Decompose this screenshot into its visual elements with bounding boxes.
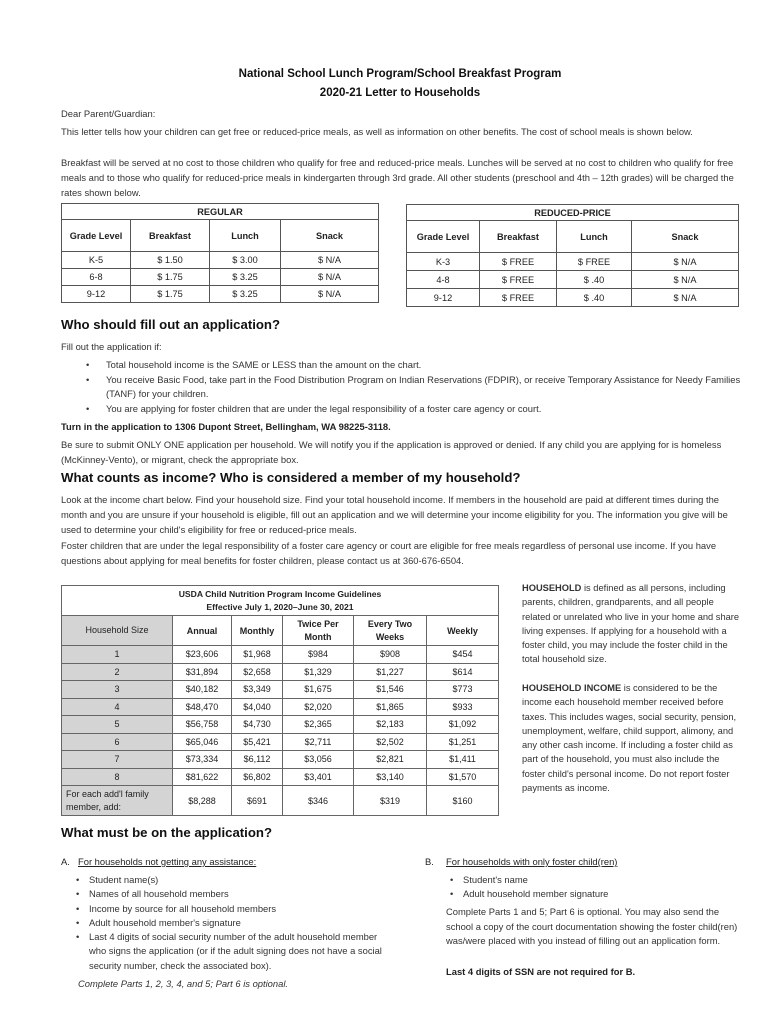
intro-paragraph-2: Breakfast will be served at no cost to those children who qualify for free and reduced-price meals. Lunches will be served at no cost to children who qualify for free meals and to those who qualify for reduced-price meals in kindergarten through 3rd grade. All other students (preschool and 4th – 12th grades) will be charged the rates shown below. <box>61 157 734 198</box>
table-row <box>407 289 739 307</box>
table-cell: $2,821 <box>354 751 427 769</box>
table-cell: 3 <box>62 681 173 699</box>
household-definition: HOUSEHOLD is defined as all persons, including parents, children, grandparents, and all people related or unrelated who live in your home and share living expenses. If applying for a household with a foster child, you may include the foster child in the total household size. <box>522 583 740 665</box>
table-row <box>62 733 499 751</box>
table-cell: $3,401 <box>283 768 354 786</box>
table-cell: $1,675 <box>283 681 354 699</box>
table-cell: $31,894 <box>173 663 232 681</box>
table-row <box>62 716 499 734</box>
column-header: Breakfast <box>480 221 557 253</box>
table-row <box>62 786 499 816</box>
table-cell: $23,606 <box>173 646 232 664</box>
table-cell: $319 <box>354 786 427 816</box>
section-heading-application: What must be on the application? <box>61 825 272 840</box>
income-paragraph-2: Foster children that are under the legal responsibility of a foster care agency or court are eligible for free meals regardless of personal use income. If you have questions about applying for meal benefits for foster children, please contact us at 360-676-6504. <box>61 540 717 566</box>
table-cell: $3,140 <box>354 768 427 786</box>
table-cell: $773 <box>427 681 499 699</box>
list-item: • Income by source for all household members <box>76 902 388 916</box>
household-income-definition: HOUSEHOLD INCOME is considered to be the income each household member received before taxes. This includes wages, social security, pension, unemployment, welfare, child support, alimony, and any other cash income. If including a foster child as part of the household, you must also include the foster child's personal income. Do not report foster payments as income. <box>522 683 737 794</box>
table-cell: $4,040 <box>232 698 283 716</box>
column-header: Grade Level <box>62 220 131 252</box>
table-cell: $1,570 <box>427 768 499 786</box>
section-a-footer: Complete Parts 1, 2, 3, 4, and 5; Part 6 is optional. <box>78 978 289 989</box>
table-cell: $984 <box>283 646 354 664</box>
table-row <box>62 646 499 664</box>
table-cell: $ 1.75 <box>131 286 210 303</box>
household-term: HOUSEHOLD <box>522 583 582 593</box>
list-item: • Total household income is the SAME or LESS than the amount on the chart. <box>61 358 741 373</box>
table-cell: $65,046 <box>173 733 232 751</box>
table-cell: $ N/A <box>281 252 379 269</box>
section-b-footer: Last 4 digits of SSN are not required for B. <box>446 966 636 977</box>
column-header: Breakfast <box>131 220 210 252</box>
section-b-marker: B. <box>425 856 434 867</box>
table-cell: $73,334 <box>173 751 232 769</box>
table-row <box>62 768 499 786</box>
list-item: • Names of all household members <box>76 887 388 901</box>
bullet-icon: • <box>76 902 80 914</box>
column-header: Snack <box>632 221 739 253</box>
table-row <box>62 663 499 681</box>
table-cell: $ .40 <box>557 289 632 307</box>
table-cell: $1,329 <box>283 663 354 681</box>
table-cell: K-5 <box>62 252 131 269</box>
table-cell: 7 <box>62 751 173 769</box>
bullet-icon: • <box>86 373 90 385</box>
table-cell: $3,056 <box>283 751 354 769</box>
table-cell: $ N/A <box>281 286 379 303</box>
bullet-icon: • <box>76 874 80 885</box>
column-header: Weekly <box>427 616 499 646</box>
column-header: Twice Per Month <box>283 616 354 646</box>
column-header: Grade Level <box>407 221 480 253</box>
bullet-icon: • <box>450 874 454 885</box>
section-b-paragraph: Complete Parts 1 and 5; Part 6 is optional. You may also send the school a copy of the court documentation showing the foster child(ren) was/were placed with you instead of filling out an application form. <box>446 906 738 946</box>
submission-note: Be sure to submit ONLY ONE application per household. We will notify you if the application is approved or denied. If any child you are applying for is homeless (McKinney-Vento), or migrant, check the appropriate box. <box>61 439 722 465</box>
table-cell: $5,421 <box>232 733 283 751</box>
table-cell: $ .40 <box>557 271 632 289</box>
table-cell: $1,227 <box>354 663 427 681</box>
page-subtitle: 2020-21 Letter to Households <box>319 87 481 99</box>
table-cell: $614 <box>427 663 499 681</box>
table-row <box>62 698 499 716</box>
table-cell: 4-8 <box>407 271 480 289</box>
table-cell: $1,968 <box>232 646 283 664</box>
table-cell: $ N/A <box>632 253 739 271</box>
table-cell: 9-12 <box>407 289 480 307</box>
table-cell: $ FREE <box>557 253 632 271</box>
table-cell: $ 3.00 <box>210 252 281 269</box>
table-cell: $ 3.25 <box>210 269 281 286</box>
table-cell: For each add'l family member, add: <box>62 786 173 816</box>
table-cell: K-3 <box>407 253 480 271</box>
table-cell: $3,349 <box>232 681 283 699</box>
table-cell: 1 <box>62 646 173 664</box>
column-header: Monthly <box>232 616 283 646</box>
who-lead: Fill out the application if: <box>61 341 162 352</box>
table-cell: $ FREE <box>480 271 557 289</box>
table-row <box>62 751 499 769</box>
intro-paragraph-1: This letter tells how your children can get free or reduced-price meals, as well as information on other benefits. The cost of school meals is shown below. <box>61 126 693 137</box>
table-cell: $ FREE <box>480 253 557 271</box>
table-cell: $2,365 <box>283 716 354 734</box>
table-cell: 4 <box>62 698 173 716</box>
table-cell: $691 <box>232 786 283 816</box>
list-item: • Student name(s) <box>76 873 388 887</box>
section-a-bullet-list <box>76 873 388 973</box>
table-cell: $1,092 <box>427 716 499 734</box>
bullet-icon: • <box>76 916 80 928</box>
section-a-marker: A. <box>61 856 70 867</box>
table-cell: 2 <box>62 663 173 681</box>
table-row <box>407 271 739 289</box>
bullet-icon: • <box>86 402 90 414</box>
table-cell: $ N/A <box>632 289 739 307</box>
table-row <box>62 286 379 303</box>
table-cell: $1,251 <box>427 733 499 751</box>
table-cell: $454 <box>427 646 499 664</box>
table-cell: $6,802 <box>232 768 283 786</box>
bullet-icon: • <box>76 931 80 943</box>
table-cell: $160 <box>427 786 499 816</box>
table-cell: $ N/A <box>281 269 379 286</box>
section-b-title: For households with only foster child(ren) <box>446 856 618 867</box>
table-cell: $ 3.25 <box>210 286 281 303</box>
regular-price-table <box>61 203 379 303</box>
table-cell: $56,758 <box>173 716 232 734</box>
income-table-title: USDA Child Nutrition Program Income Guidelines Effective July 1, 2020–June 30, 2021 <box>62 586 499 616</box>
reduced-price-table <box>406 204 739 307</box>
table-cell: $346 <box>283 786 354 816</box>
table-cell: $933 <box>427 698 499 716</box>
section-b-bullet-list <box>450 873 740 902</box>
page-title: National School Lunch Program/School Breakfast Program <box>238 68 562 80</box>
table-cell: $1,546 <box>354 681 427 699</box>
table-cell: $2,183 <box>354 716 427 734</box>
table-cell: $ FREE <box>480 289 557 307</box>
list-item: • You receive Basic Food, take part in the Food Distribution Program on Indian Reservations (FDPIR), or receive Temporary Assistance for Needy Families (TANF) for your children. <box>86 373 741 399</box>
section-heading-who: Who should fill out an application? <box>61 317 281 332</box>
income-guidelines-table <box>61 585 499 816</box>
table-cell: 5 <box>62 716 173 734</box>
table-cell: $48,470 <box>173 698 232 716</box>
column-header: Annual <box>173 616 232 646</box>
table-cell: $2,502 <box>354 733 427 751</box>
table-cell: $2,711 <box>283 733 354 751</box>
table-cell: $2,658 <box>232 663 283 681</box>
table-row <box>407 253 739 271</box>
regular-table-caption: REGULAR <box>62 204 379 220</box>
table-cell: $2,020 <box>283 698 354 716</box>
section-heading-income: What counts as income? Who is considered a member of my household? <box>61 470 521 485</box>
table-cell: $40,182 <box>173 681 232 699</box>
table-cell: $1,865 <box>354 698 427 716</box>
table-cell: $1,411 <box>427 751 499 769</box>
bullet-icon: • <box>76 888 80 900</box>
bullet-icon: • <box>450 888 454 900</box>
table-row <box>62 252 379 269</box>
list-item: • Adult household member signature <box>450 887 740 901</box>
greeting: Dear Parent/Guardian: <box>61 108 156 119</box>
table-cell: 6-8 <box>62 269 131 286</box>
column-header: Every Two Weeks <box>354 616 427 646</box>
column-header: Household Size <box>62 616 173 646</box>
bullet-icon: • <box>86 359 90 370</box>
column-header: Lunch <box>210 220 281 252</box>
table-cell: $8,288 <box>173 786 232 816</box>
table-cell: $4,730 <box>232 716 283 734</box>
table-row <box>62 681 499 699</box>
table-cell: $908 <box>354 646 427 664</box>
list-item: • Last 4 digits of social security number of the adult household member who signs the application (or if the adult signing does not have a social security number, check the associated box). <box>76 931 382 971</box>
table-cell: 9-12 <box>62 286 131 303</box>
table-cell: $ 1.75 <box>131 269 210 286</box>
table-cell: 8 <box>62 768 173 786</box>
list-item: • You are applying for foster children that are under the legal responsibility of a foster care agency or court. <box>61 402 741 417</box>
table-cell: $6,112 <box>232 751 283 769</box>
list-item: • Student's name <box>450 873 740 887</box>
table-cell: 6 <box>62 733 173 751</box>
column-header: Lunch <box>557 221 632 253</box>
table-cell: $ 1.50 <box>131 252 210 269</box>
who-bullet-list <box>61 358 741 416</box>
column-header: Snack <box>281 220 379 252</box>
list-item: • Adult household member's signature <box>76 916 388 930</box>
income-paragraph-1: Look at the income chart below. Find your household size. Find your total household income. If members in the household are paid at different times during the month and you are unsure if your household is eligible, fill out an application and we will determine your income eligibility for you. The information you give will be used to determine your child's eligibility for free or reduced-price meals. <box>61 494 728 535</box>
turn-in-address: Turn in the application to 1306 Dupont Street, Bellingham, WA 98225-3118. <box>61 421 391 432</box>
reduced-table-caption: REDUCED-PRICE <box>407 205 739 221</box>
table-row <box>62 269 379 286</box>
table-cell: $81,622 <box>173 768 232 786</box>
household-income-term: HOUSEHOLD INCOME <box>522 683 622 693</box>
section-a-title: For households not getting any assistance: <box>78 856 257 867</box>
table-cell: $ N/A <box>632 271 739 289</box>
